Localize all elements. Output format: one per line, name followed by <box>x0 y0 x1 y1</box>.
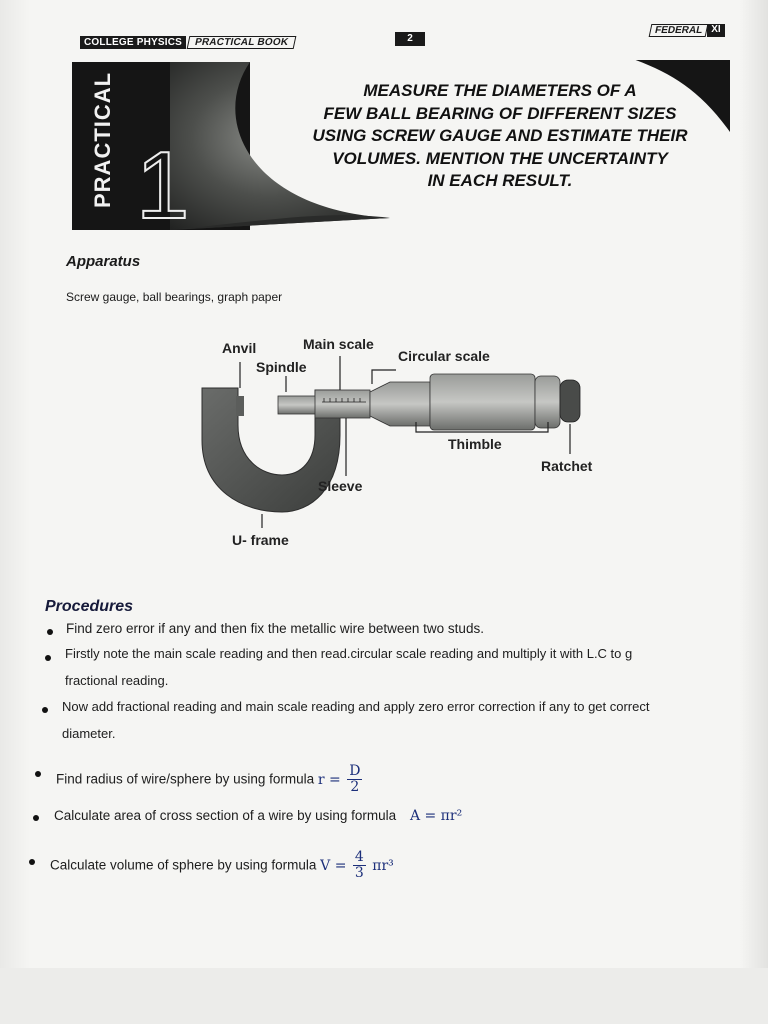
volume-lhs: V = <box>320 857 347 874</box>
ratchet-collar <box>535 376 560 428</box>
bullet <box>35 771 41 777</box>
radius-formula <box>317 763 365 795</box>
title-line: MEASURE THE DIAMETERS OF A <box>363 81 637 100</box>
page-bottom-shade <box>0 968 768 1024</box>
banner-side-label: PRACTICAL <box>90 71 115 208</box>
volume-formula <box>320 849 394 881</box>
procedures-heading: Procedures <box>45 598 134 615</box>
board-name: FEDERAL <box>649 24 709 37</box>
label-thimble: Thimble <box>448 436 502 452</box>
volume-text: Calculate volume of sphere by using formula <box>50 857 317 873</box>
title-line: IN EACH RESULT. <box>427 171 573 190</box>
bullet <box>42 707 48 713</box>
volume-denominator: 3 <box>354 865 364 881</box>
bullet <box>47 629 53 635</box>
volume-fraction <box>353 850 366 881</box>
bullet <box>29 859 35 865</box>
procedure-step-area <box>54 808 462 824</box>
book-subtitle: PRACTICAL BOOK <box>187 36 297 49</box>
procedure-step-continued: fractional reading. <box>65 673 169 688</box>
radius-text: Find radius of wire/sphere by using formula <box>56 771 315 787</box>
area-formula: A = πr² <box>409 808 463 824</box>
page-number: 2 <box>395 32 425 46</box>
radius-fraction <box>347 764 362 795</box>
book-title-tag <box>80 35 295 50</box>
title-line: FEW BALL BEARING OF DIFFERENT SIZES <box>323 103 677 123</box>
area-text: Calculate area of cross section of a wire by using formula <box>54 808 397 823</box>
circular-scale <box>370 382 430 426</box>
sleeve <box>315 390 370 418</box>
procedure-step: Firstly note the main scale reading and then read.circular scale reading and multiply it with L.C to g <box>65 646 633 661</box>
procedure-step: Now add fractional reading and main scale reading and apply zero error correction if any to get correct <box>62 699 650 714</box>
label-u-frame: U- frame <box>232 532 289 548</box>
radius-denominator: 2 <box>350 779 360 795</box>
ratchet-knob <box>560 380 580 422</box>
radius-lhs: r = <box>317 771 341 788</box>
class-label: XI <box>707 24 724 37</box>
bullet <box>33 815 39 821</box>
thimble <box>430 374 535 430</box>
banner-number: 1 <box>136 132 190 232</box>
label-ratchet: Ratchet <box>541 458 593 474</box>
label-anvil: Anvil <box>222 340 257 356</box>
volume-rhs: πr³ <box>372 857 394 874</box>
label-spindle: Spindle <box>256 359 307 375</box>
board-tag <box>650 24 725 37</box>
volume-numerator: 4 <box>354 849 364 865</box>
title-line: USING SCREW GAUGE AND ESTIMATE THEIR <box>312 126 688 145</box>
procedure-step: Find zero error if any and then fix the metallic wire between two studs. <box>66 621 484 636</box>
procedure-step-continued: diameter. <box>62 726 116 741</box>
apparatus-heading: Apparatus <box>66 253 141 270</box>
title-line: VOLUMES. MENTION THE UNCERTAINTY <box>332 148 668 168</box>
anvil <box>236 396 244 416</box>
spindle <box>278 396 318 414</box>
screw-gauge-diagram <box>190 330 630 560</box>
radius-numerator: D <box>349 763 361 779</box>
label-main-scale: Main scale <box>303 336 374 352</box>
book-title: COLLEGE PHYSICS <box>80 36 186 49</box>
procedure-step-volume <box>50 850 394 881</box>
apparatus-text: Screw gauge, ball bearings, graph paper <box>66 290 283 304</box>
label-sleeve: Sleeve <box>318 478 363 494</box>
procedure-step-radius <box>56 764 364 795</box>
bullet <box>45 655 51 661</box>
label-circular-scale: Circular scale <box>398 348 490 364</box>
practical-title <box>270 80 730 193</box>
